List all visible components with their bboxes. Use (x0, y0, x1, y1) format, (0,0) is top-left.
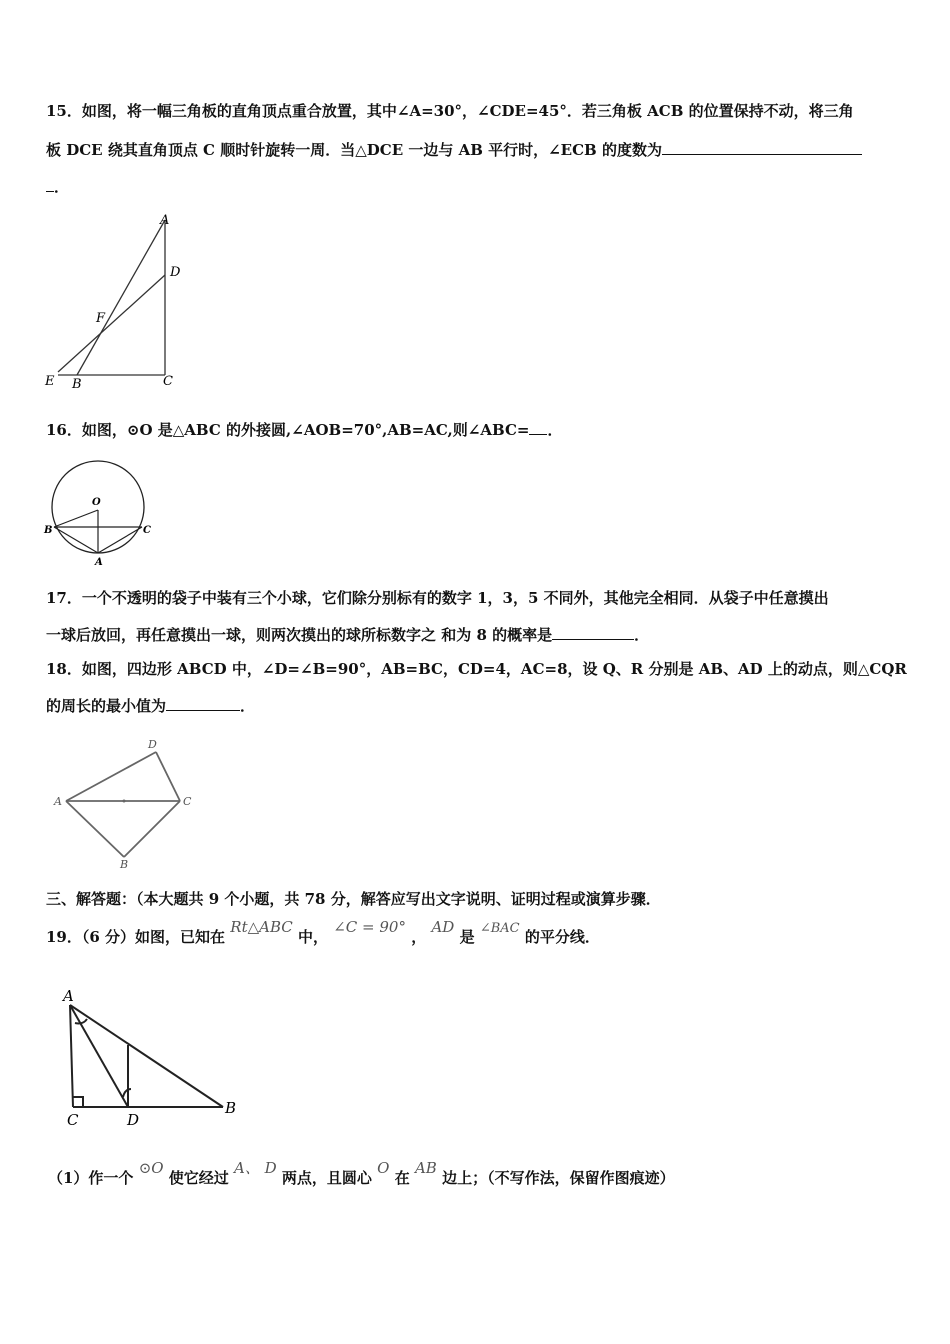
q19-part1-t3: 在 (394, 1169, 410, 1187)
q19-line (46, 918, 600, 949)
q19-segment-AC (70, 1005, 73, 1107)
q17-line2-text: 一球后放回，再任意摸出一球，则两次摸出的球所标数字之 和为 8 的概率是 (46, 626, 553, 644)
q15-label-E: E (45, 374, 55, 389)
q16-label-B: B (44, 525, 53, 536)
section3-title: 三、解答题：（本大题共 9 个小题，共 78 分，解答应写出文字说明、证明过程或演算步骤． (46, 890, 661, 908)
q19-suffix: 的平分线． (524, 928, 600, 946)
q18-label-A: A (54, 795, 62, 808)
q16-segment-CA (98, 527, 142, 553)
q19-part1-math-o: O (377, 1159, 390, 1177)
q17-tail: ． (634, 626, 650, 644)
q19-part1-math-ad: A、 D (234, 1159, 277, 1177)
q19-figure (55, 985, 255, 1130)
q19-segment-AB (70, 1005, 223, 1107)
q19-math-rt-abc: Rt△ABC (230, 918, 293, 936)
q16-segment-BA (54, 527, 98, 553)
q19-segment-AD (70, 1005, 128, 1107)
q18-midpoint (123, 800, 126, 803)
q19-part1-math-circle-o: ⊙O (138, 1159, 164, 1177)
q18-line2-text: 的周长的最小值为 (46, 697, 167, 715)
q19-label-A: A (63, 987, 74, 1005)
q19-angle-arc-top (75, 1019, 87, 1024)
q18-figure (44, 735, 204, 875)
q18-line2 (46, 696, 255, 716)
q18-answer-blank[interactable] (166, 696, 240, 711)
q18-segment-AD (66, 752, 156, 801)
q15-figure (40, 210, 200, 395)
q15-line1: 15．如图，将一幅三角板的直角顶点重合放置，其中∠A=30°，∠CDE=45°．若三角板 ACB 的位置保持不动，将三角 (46, 102, 854, 120)
q19-part1-prefix: （1）作一个 (48, 1169, 134, 1187)
q19-mid3: 是 (459, 928, 475, 946)
q15-line3 (46, 177, 69, 197)
q18-label-B: B (120, 858, 129, 871)
q15-line2 (46, 140, 862, 160)
q16-figure (40, 455, 160, 570)
q16-answer-blank[interactable] (529, 420, 547, 435)
q19-math-angle-c: ∠C = 90° (333, 918, 406, 936)
q19-right-angle-mark (73, 1097, 83, 1107)
q19-part1-t4: 边上；（不写作法，保留作图痕迹） (442, 1169, 675, 1187)
q16-line (46, 420, 562, 440)
q15-answer-blank[interactable] (662, 140, 862, 155)
q16-label-O: O (92, 497, 101, 508)
q17-line2 (46, 625, 649, 645)
q18-tail: ． (240, 697, 256, 715)
q19-part1-math-ab: AB (414, 1159, 437, 1177)
q15-segment-DE (58, 275, 165, 372)
q19-mid2: ， (411, 928, 427, 946)
q15-label-C: C (163, 374, 173, 389)
q18-label-C: C (183, 795, 192, 808)
q16-label-A: A (95, 557, 103, 568)
q18-line1: 18．如图，四边形 ABCD 中，∠D=∠B=90°，AB=BC，CD=4，AC=8，设 Q、R 分别是 AB、AD 上的动点，则△CQR (46, 660, 907, 678)
q15-segment-AB (77, 220, 165, 375)
q15-label-B: B (72, 377, 82, 392)
q18-segment-DC (156, 752, 180, 801)
q19-prefix: 19．（6 分）如图，已知在 (46, 928, 226, 946)
q19-part1-t2: 两点，且圆心 (281, 1169, 372, 1187)
q19-mid1: 中， (297, 928, 328, 946)
q19-math-angle-bac: ∠BAC (479, 921, 520, 936)
q19-part1-t1: 使它经过 (168, 1169, 229, 1187)
q16-tail: ． (547, 421, 563, 439)
q15-line3-tail: ． (54, 178, 70, 196)
q17-line1: 17．一个不透明的袋子中装有三个小球，它们除分别标有的数字 1，3，5 不同外，其他完全相同．从袋子中任意摸出 (46, 589, 829, 607)
q19-label-B: B (225, 1099, 237, 1117)
q15-line2-text: 板 DCE 绕其直角顶点 C 顺时针旋转一周．当△DCE 一边与 AB 平行时，∠ECB 的度数为 (46, 141, 662, 159)
q15-label-A: A (160, 213, 170, 228)
q19-part1 (48, 1159, 675, 1188)
q15-label-F: F (96, 311, 106, 326)
q16-label-C: C (143, 525, 151, 536)
q19-label-D: D (127, 1111, 140, 1129)
q18-label-D: D (148, 738, 157, 751)
q15-answer-blank-cont (46, 177, 54, 192)
q16-text: 16．如图，⊙O 是△ABC 的外接圆,∠AOB=70°,AB=AC,则∠ABC= (46, 421, 530, 439)
q18-segment-BC (124, 801, 180, 857)
q15-label-D: D (170, 265, 181, 280)
q17-answer-blank[interactable] (552, 625, 634, 640)
q19-math-ad: AD (431, 918, 455, 936)
q16-segment-BO (54, 510, 98, 527)
q18-segment-AB (66, 801, 124, 857)
q19-label-C: C (67, 1111, 79, 1129)
